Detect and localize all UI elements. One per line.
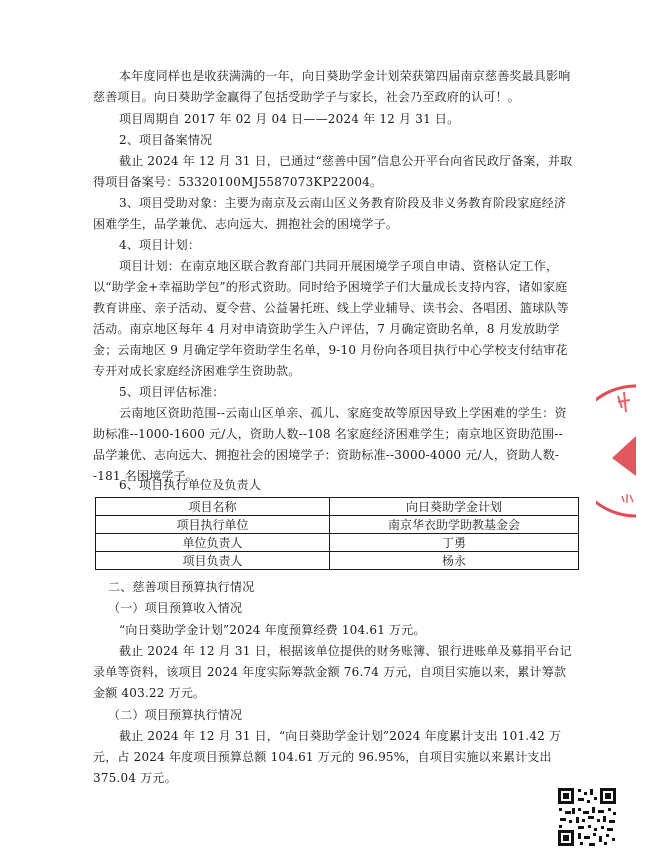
table-cell: 项目名称 <box>96 498 330 516</box>
heading-beneficiaries: 3、项目受助对象：主要为南京及云南山区义务教育阶段及非义务教育阶段家庭经济困难学生，品学兼优、志向远大、拥抱社会的困境学子。 <box>93 196 567 231</box>
paragraph-filing: 截止 2024 年 12 月 31 日，已通过“慈善中国”信息公开平台向省民政厅备案，并取得项目备案号：53320100MJ5587073KP22004。 <box>93 154 573 189</box>
heading-evaluation: 5、项目评估标准： <box>119 385 225 399</box>
table-cell: 向日葵助学金计划 <box>330 498 579 516</box>
table-cell: 杨永 <box>330 552 579 570</box>
table-cell: 南京华衣助学助教基金会 <box>330 516 579 534</box>
paragraph-plan: 项目计划：在南京地区联合教育部门共同开展困境学子项自申请、资格认定工作，以“助学金+幸福助学包”的形式资助。同时给予困境学子们大量成长支持内容，诸如家庭教育讲座、亲子活动、夏令营、公益暑托班、线上学业辅导、读书会、各唱团、篮球队等活动。南京地区每年 4 月对申请资助学生入户评估，7 月确定资助名单，8 月发放助学金；云南地区 9 月确定学年资助学生名单，9-10 月份向各项目执行中心学校支付结审花专开对成长家庭经济困难学生资助款。 <box>93 259 569 378</box>
paragraph-expenditure: 截止 2024 年 12 月 31 日，“向日葵助学金计划”2024 年度累计支出 101.42 万元，占 2024 年度项目预算总额 104.61 万元的 96.95%，自项目实施以来累计支出 375.04 万元。 <box>93 729 562 785</box>
paragraph-project-period: 项目周期自 2017 年 02 月 04 日——2024 年 12 月 31 日。 <box>119 112 460 126</box>
table-row <box>96 534 579 552</box>
heading-filing: 2、项目备案情况 <box>119 133 213 147</box>
section-budget-execution: 二、慈善项目预算执行情况 <box>108 580 255 594</box>
executing-unit-table <box>95 497 579 570</box>
paragraph-award: 本年度同样也是收获满满的一年，向日葵助学金计划荣获第四届南京慈善奖最具影响慈善项目。向日葵助学金赢得了包括受助学子与家长，社会乃至政府的认可！。 <box>93 69 571 104</box>
paragraph-evaluation: 云南地区资助范围--云南山区单亲、孤儿、家庭变故等原因导致上学困难的学生：资助标准--1000-1600 元/人，资助人数--108 名家庭经济困难学生；南京地区资助范围--品学兼优、志向远大、拥抱社会的困境学子：资助标准--3000-4000 元/人，资助人数--181 名困境学子。 <box>93 406 567 483</box>
table-cell: 项目执行单位 <box>96 516 330 534</box>
table-cell: 丁勇 <box>330 534 579 552</box>
subsection-budget-income: （一）项目预算收入情况 <box>108 601 243 615</box>
table-cell: 项目负责人 <box>96 552 330 570</box>
table-row <box>96 552 579 570</box>
paragraph-budget-amount: “向日葵助学金计划”2024 年度预算经费 104.61 万元。 <box>119 623 426 637</box>
table-row <box>96 498 579 516</box>
paragraph-fundraising: 截止 2024 年 12 月 31 日，根据该单位提供的财务账簿、银行进账单及募捐平台记录单等资料，该项目 2024 年度实际筹款金额 76.74 万元，自项目实施以来，累计筹款金额 403.22 万元。 <box>93 644 572 700</box>
official-seal-stamp <box>596 378 636 528</box>
heading-plan: 4、项目计划： <box>119 238 201 252</box>
subsection-budget-execution: （二）项目预算执行情况 <box>108 708 243 722</box>
table-cell: 单位负责人 <box>96 534 330 552</box>
table-row <box>96 516 579 534</box>
qr-code <box>556 786 618 848</box>
heading-executing-unit: 6、项目执行单位及负责人 <box>119 478 262 492</box>
